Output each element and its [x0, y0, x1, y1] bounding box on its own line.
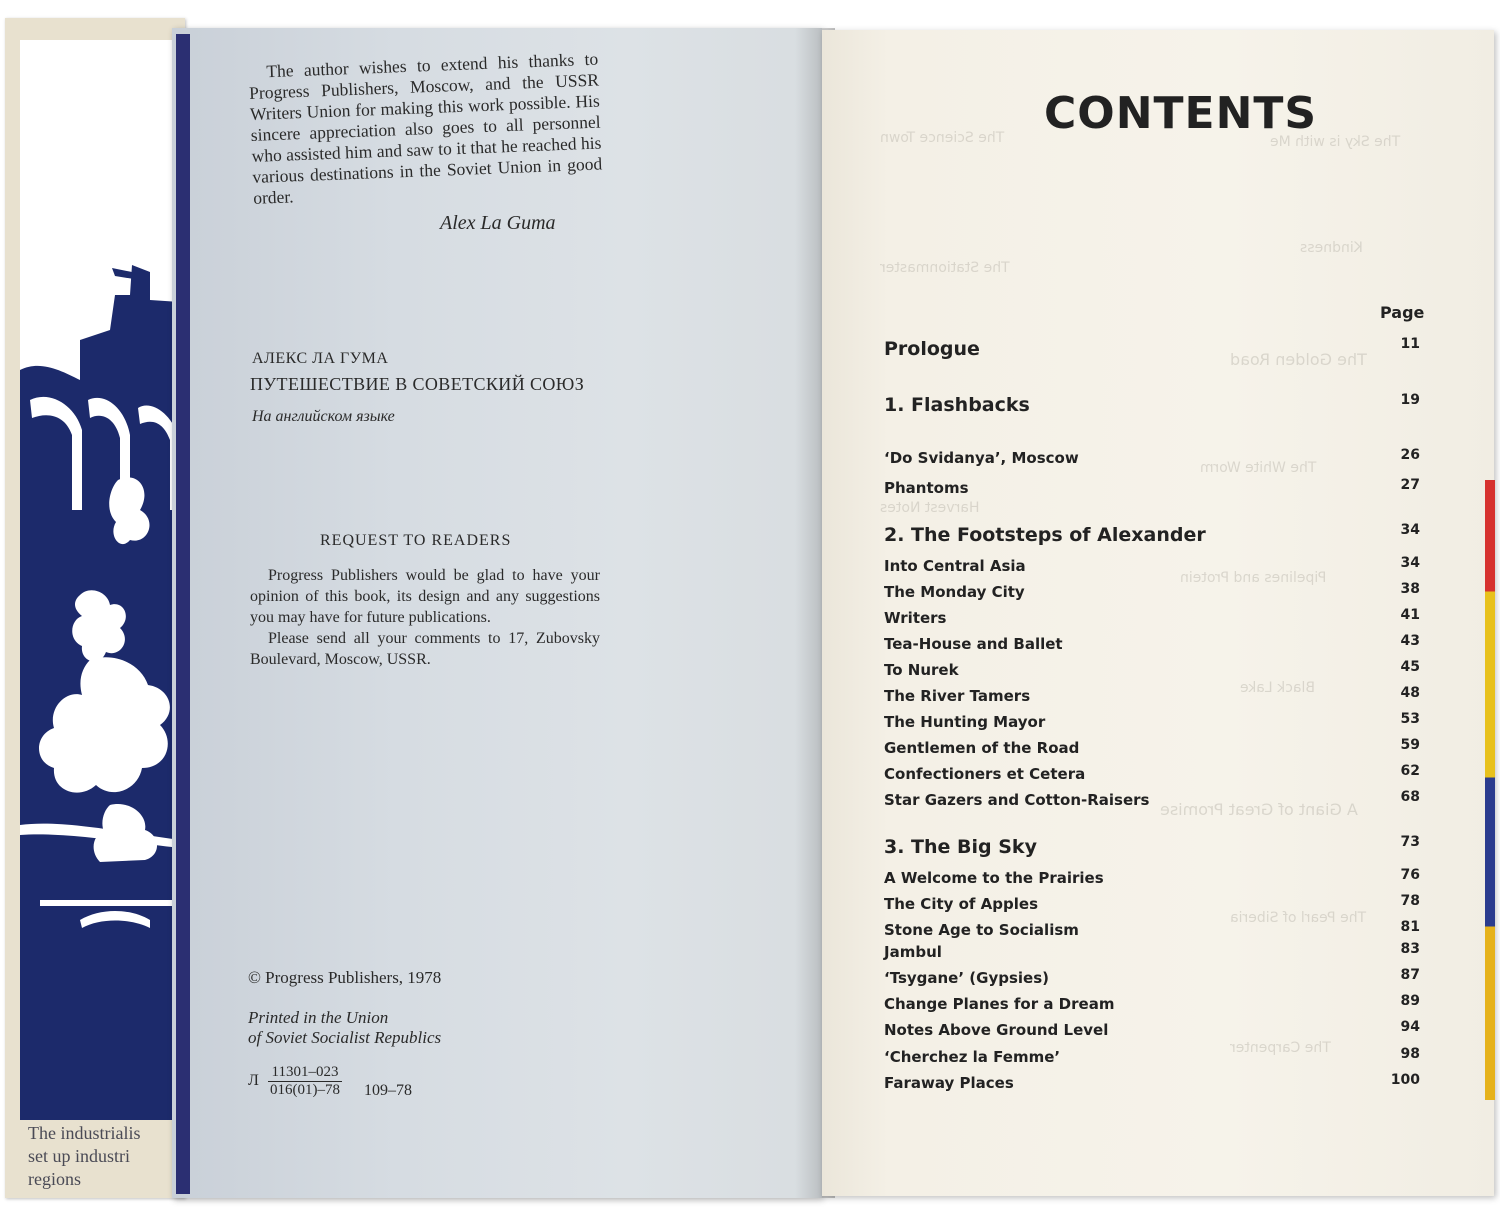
- toc-entry-title: ‘Tsygane’ (Gypsies): [884, 969, 1049, 987]
- show-through-text: The Golden Road: [1230, 350, 1367, 369]
- toc-entry-page: 62: [1400, 763, 1420, 779]
- catalog-denominator: 016(01)–78: [270, 1082, 340, 1098]
- printed-line-1: Printed in the Union: [248, 1008, 389, 1027]
- toc-entry-page: 100: [1390, 1072, 1420, 1088]
- toc-entry-title: Phantoms: [884, 479, 969, 497]
- page-edge-colors: [1485, 480, 1495, 1100]
- toc-entry: [884, 661, 1420, 685]
- toc-entry: [884, 943, 1420, 967]
- toc-entry-title: ‘Cherchez la Femme’: [884, 1048, 1061, 1066]
- toc-entry-title: Star Gazers and Cotton-Raisers: [884, 791, 1150, 809]
- toc-entry-page: 89: [1400, 993, 1420, 1009]
- show-through-text: Kindness: [1300, 240, 1363, 256]
- toc-entry-title: A Welcome to the Prairies: [884, 869, 1104, 887]
- toc-entry: [884, 791, 1420, 815]
- toc-entry-title: Stone Age to Socialism: [884, 921, 1079, 939]
- toc-entry-page: 53: [1400, 711, 1420, 727]
- cover-caption: The industrialis set up industri regions: [28, 1123, 141, 1189]
- show-through-text: The Pearl of Siberia: [1230, 910, 1367, 926]
- toc-entry-title: Prologue: [884, 338, 980, 360]
- toc-entry: [884, 921, 1420, 945]
- russian-title: ПУТЕШЕСТВИЕ В СОВЕТСКИЙ СОЮЗ: [250, 374, 585, 394]
- show-through-text: The Carpenter: [1230, 1040, 1331, 1056]
- request-paragraph-2: Please send all your comments to 17, Zubovsky Boulevard, Moscow, USSR.: [250, 630, 600, 668]
- page-column-header: Page: [1380, 303, 1425, 322]
- show-through-text: The Science Town: [880, 130, 1005, 146]
- toc-entry-page: 87: [1400, 967, 1420, 983]
- request-paragraph-1: Progress Publishers would be glad to have your opinion of this book, its design and any suggestions you may have for future publications.: [250, 567, 600, 626]
- toc-entry: [884, 1074, 1420, 1098]
- toc-entry: [884, 687, 1420, 711]
- toc-entry-title: The City of Apples: [884, 895, 1039, 913]
- toc-entry-title: 3. The Big Sky: [884, 836, 1037, 858]
- toc-entry-title: Tea-House and Ballet: [884, 635, 1063, 653]
- toc-entry-page: 94: [1400, 1019, 1420, 1035]
- toc-entry: [884, 609, 1420, 633]
- industrial-plant-illustration: [20, 40, 180, 1120]
- show-through-text: Pipelines and Protein: [1180, 570, 1327, 586]
- toc-entry-title: Writers: [884, 609, 947, 627]
- russian-subtitle: На английском языке: [252, 408, 395, 425]
- printed-in: [248, 1008, 441, 1048]
- cover-illustration: [20, 40, 180, 1120]
- show-through-text: A Giant of Great Promise: [1160, 800, 1358, 819]
- toc-entry-page: 68: [1400, 789, 1420, 805]
- toc-entry: [884, 969, 1420, 993]
- toc-entry-title: 1. Flashbacks: [884, 394, 1030, 416]
- toc-entry-page: 41: [1400, 607, 1420, 623]
- toc-entry-title: 2. The Footsteps of Alexander: [884, 524, 1206, 546]
- toc-entry: [884, 394, 1420, 418]
- toc-entry: [884, 583, 1420, 607]
- toc-entry-title: Into Central Asia: [884, 557, 1026, 575]
- toc-entry: [884, 895, 1420, 919]
- toc-entry-page: 38: [1400, 581, 1420, 597]
- toc-entry-page: 11: [1400, 336, 1420, 352]
- toc-entry: [884, 635, 1420, 659]
- toc-entry: [884, 995, 1420, 1019]
- author-signature: Alex La Guma: [440, 212, 556, 234]
- toc-entry-page: 45: [1400, 659, 1420, 675]
- toc-entry: [884, 869, 1420, 893]
- toc-entry-page: 48: [1400, 685, 1420, 701]
- contents-title: CONTENTS: [1044, 88, 1318, 139]
- toc-entry: [884, 739, 1420, 763]
- toc-entry-page: 78: [1400, 893, 1420, 909]
- toc-entry: [884, 765, 1420, 789]
- printed-line-2: of Soviet Socialist Republics: [248, 1028, 442, 1047]
- toc-entry-page: 34: [1400, 522, 1420, 538]
- toc-entry-page: 73: [1400, 834, 1420, 850]
- show-through-text: Harvest Notes: [880, 500, 980, 516]
- toc-entry: [884, 557, 1420, 581]
- left-page-stripe: [176, 34, 190, 1194]
- toc-entry: [884, 524, 1420, 548]
- copyright-line: © Progress Publishers, 1978: [248, 968, 442, 987]
- toc-entry: [884, 1048, 1420, 1072]
- toc-entry-page: 19: [1400, 392, 1420, 408]
- show-through-text: Black Lake: [1240, 680, 1315, 696]
- toc-entry: [884, 449, 1420, 473]
- toc-entry-title: Gentlemen of the Road: [884, 739, 1080, 757]
- toc-entry-title: Jambul: [884, 943, 942, 961]
- toc-entry-page: 26: [1400, 447, 1420, 463]
- toc-entry-title: Confectioners et Cetera: [884, 765, 1086, 783]
- toc-entry-page: 34: [1400, 555, 1420, 571]
- toc-entry-title: The Monday City: [884, 583, 1025, 601]
- toc-entry-title: Change Planes for a Dream: [884, 995, 1115, 1013]
- catalog-code: 109–78: [364, 1082, 412, 1099]
- toc-entry-page: 98: [1400, 1046, 1420, 1062]
- toc-entry: [884, 338, 1420, 362]
- toc-entry-title: To Nurek: [884, 661, 959, 679]
- toc-entry-page: 83: [1400, 941, 1420, 957]
- toc-entry-page: 59: [1400, 737, 1420, 753]
- show-through-text: The Stationmaster: [880, 260, 1010, 276]
- toc-entry-title: ‘Do Svidanya’, Moscow: [884, 449, 1079, 467]
- catalog-letter: Л: [248, 1072, 259, 1089]
- toc-entry: [884, 479, 1420, 503]
- show-through-text: The Sky is with Me: [1270, 134, 1401, 150]
- toc-entry-page: 27: [1400, 477, 1420, 493]
- request-heading: REQUEST TO READERS: [320, 532, 512, 549]
- toc-entry: [884, 713, 1420, 737]
- show-through-text: The White Worm: [1200, 460, 1317, 476]
- toc-entry-page: 81: [1400, 919, 1420, 935]
- toc-entry: [884, 1021, 1420, 1045]
- acknowledgement-text: The author wishes to extend his thanks to Progress Publishers, Moscow, and the USSR Writers Union for making this work possible. His sincere appreciation also goes to all personnel who assisted him and saw to it that he reached his various destinations in the Soviet Union in good order.: [248, 48, 603, 208]
- catalog-numerator: 11301–023: [268, 1064, 342, 1082]
- toc-entry-title: Faraway Places: [884, 1074, 1014, 1092]
- toc-entry-title: The Hunting Mayor: [884, 713, 1046, 731]
- catalog-fraction: [268, 1064, 342, 1099]
- toc-entry-page: 43: [1400, 633, 1420, 649]
- toc-entry-page: 76: [1400, 867, 1420, 883]
- russian-author: АЛЕКС ЛА ГУМА: [252, 350, 389, 367]
- toc-entry: [884, 836, 1420, 860]
- toc-entry-title: The River Tamers: [884, 687, 1031, 705]
- request-text: [250, 565, 600, 670]
- toc-entry-title: Notes Above Ground Level: [884, 1021, 1109, 1039]
